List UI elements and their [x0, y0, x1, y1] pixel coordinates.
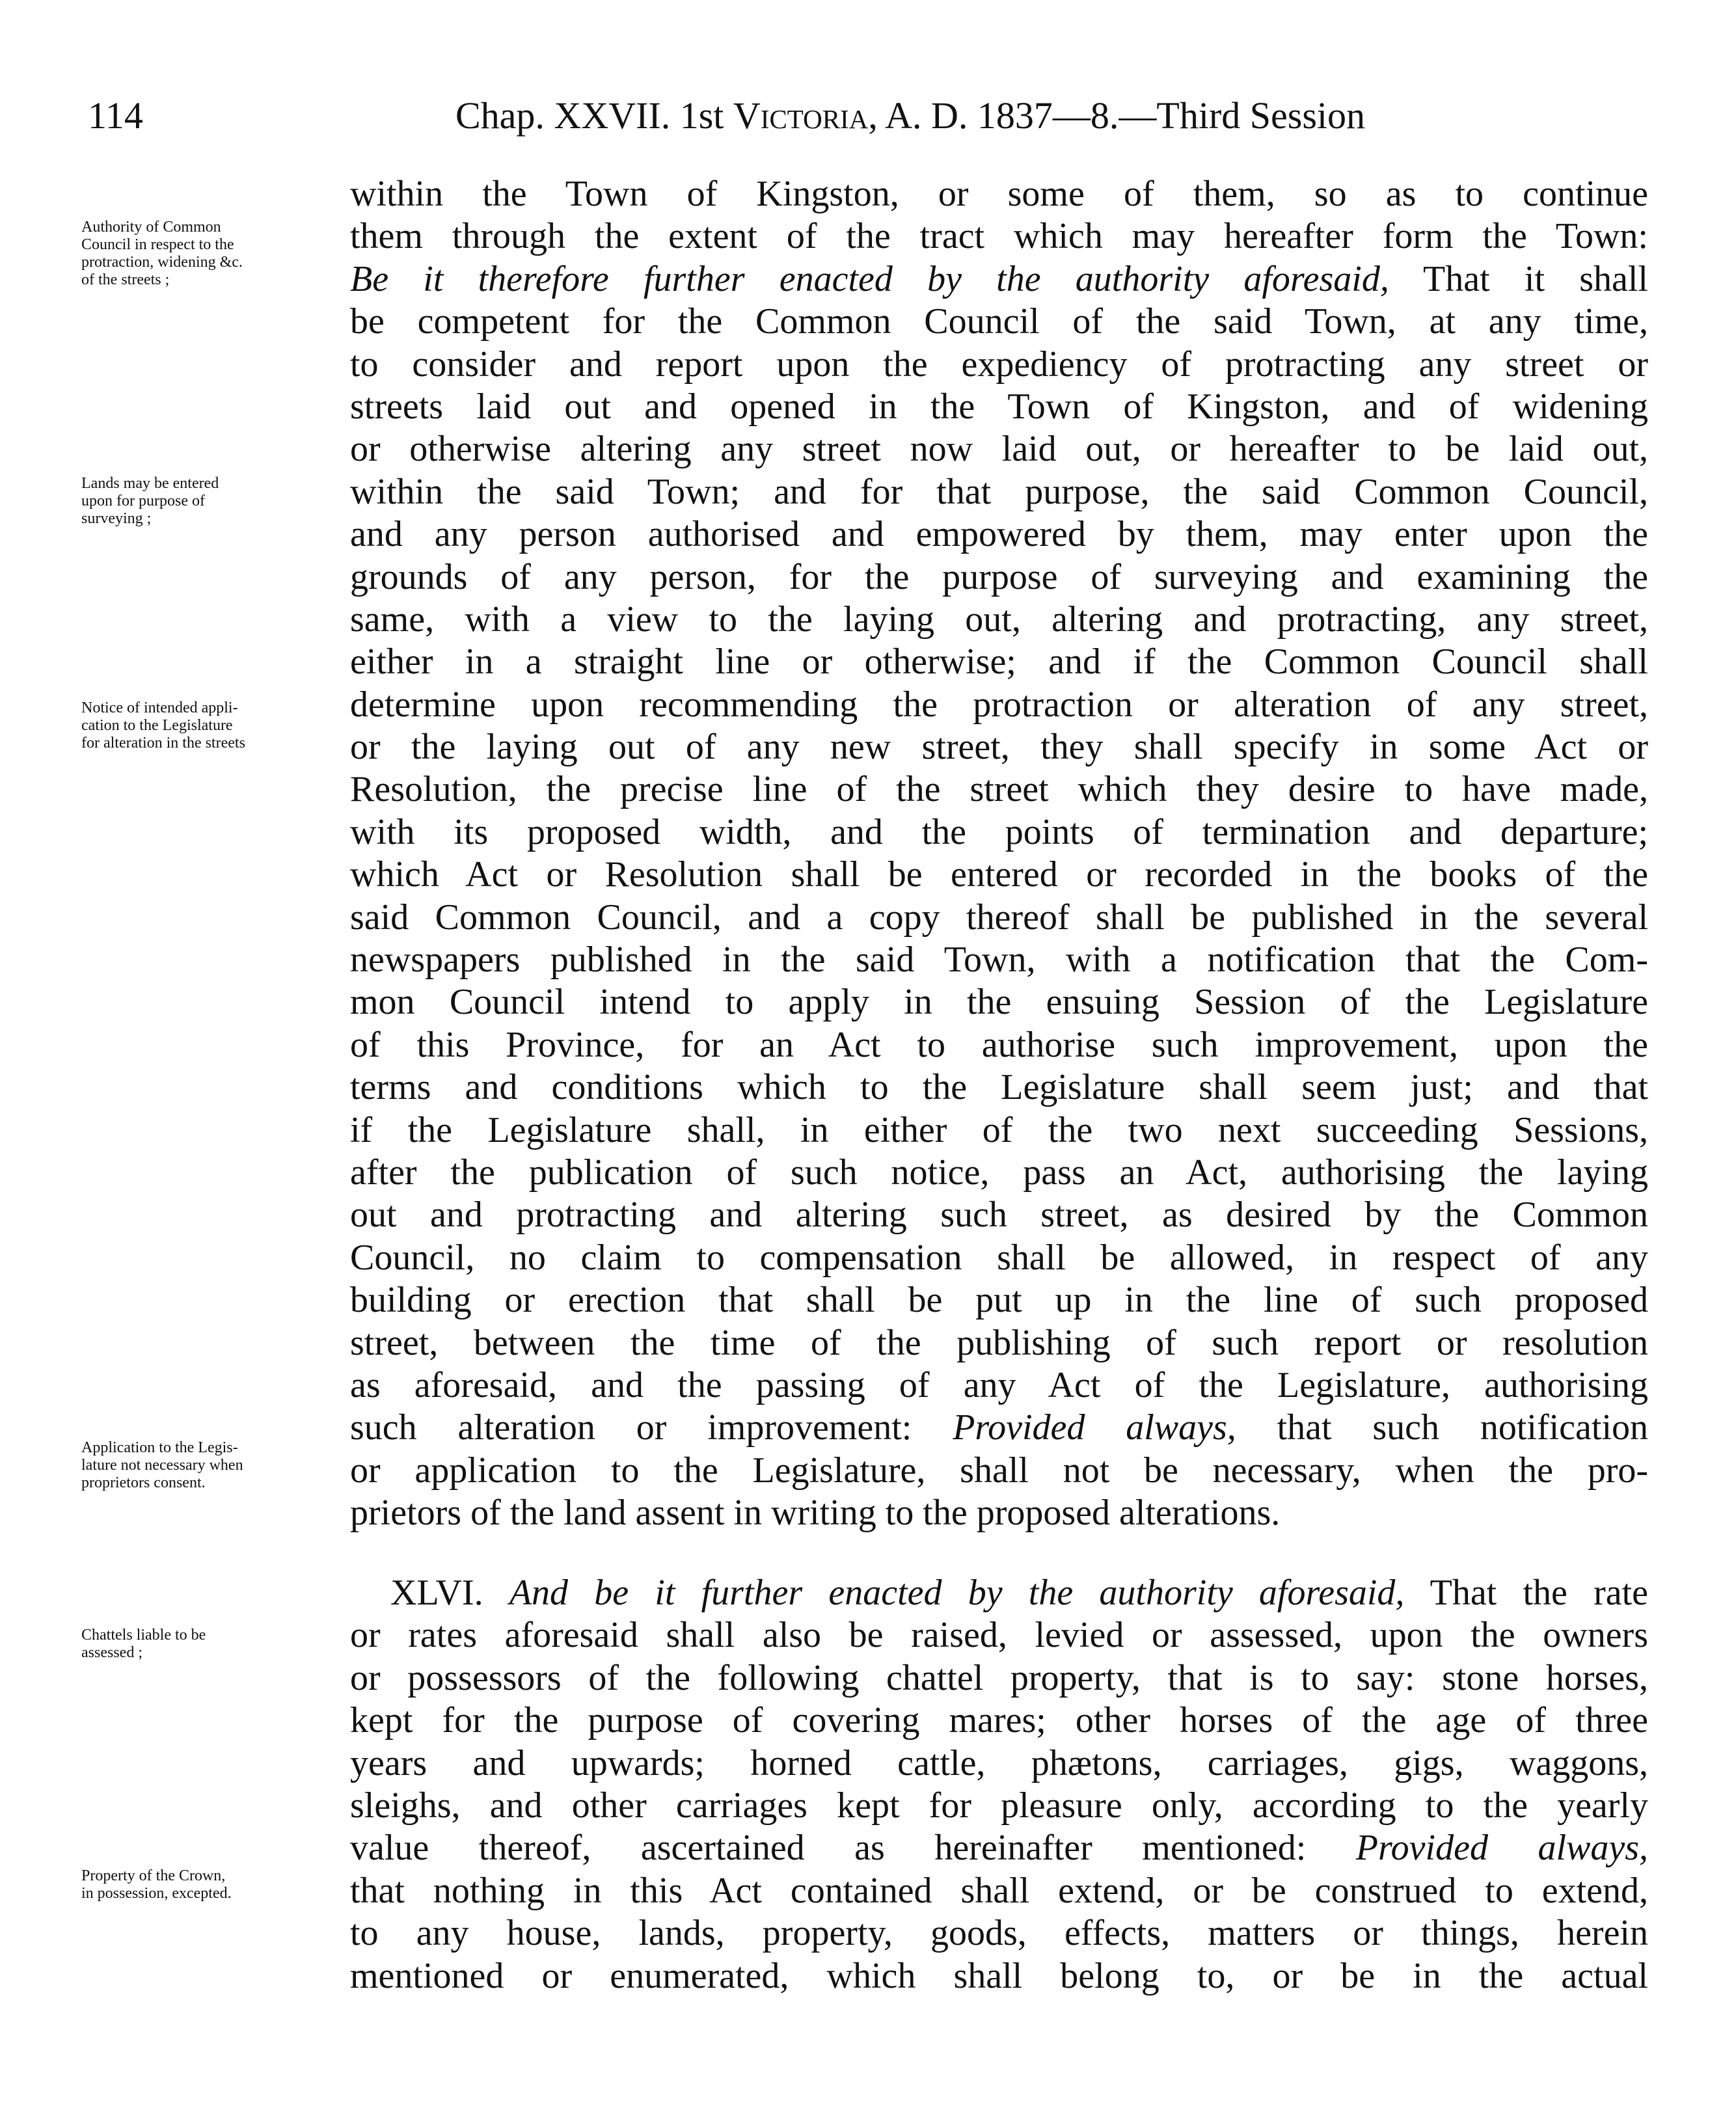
running-header — [88, 90, 1539, 142]
section-46-text: XLVI. And be it further enacted by the authority aforesaid, That the rate or rates aforesaid shall also be raised, levied or assessed, upon the owners or possessors of the following chattel property, that is to say: stone horses, kept for the purpose of covering mares; other horses of the age of three years and upwards; horned cattle, phætons, carriages, gigs, waggons, sleighs, and other carriages kept for pleasure only, according to the yearly value thereof, ascertained as hereinafter mentioned: Provided always, that nothing in this Act contained shall extend, or be construed to extend, to any house, lands, property, goods, effects, matters or things, herein mentioned or enumerated, which shall belong to, or be in the actual — [350, 1573, 1648, 1996]
section-number: XLVI. — [390, 1573, 509, 1613]
marginal-note: Chattels liable to be assessed ; — [81, 1627, 206, 1661]
page-number: 114 — [88, 94, 143, 137]
marginal-note: Authority of Common Council in respect to the protraction, widening &c. of the streets ; — [81, 219, 243, 288]
marginal-note: Application to the Legis- lature not necessary when proprietors consent. — [81, 1439, 243, 1491]
marginal-note: Notice of intended appli- cation to the Legislature for alteration in the streets — [81, 699, 245, 751]
section-45-text: within the Town of Kingston, or some of them, so as to continue them through the extent of the tract which may hereafter form the Town: Be it therefore further enacted by the authority aforesaid, That it shall be competent for the Common Council of the said Town, at any time, to consider and report upon the expediency of protracting any street or streets laid out and opened in the Town of Kingston, and of widening or otherwise altering any street now laid out, or hereafter to be laid out, within the said Town; and for that purpose, the said Common Council, and any person authorised and empowered by them, may enter upon the grounds of any person, for the purpose of surveying and examining the same, with a view to the laying out, altering and protracting, any street, either in a straight line or otherwise; and if the Common Council shall determine upon recommending the protraction or alteration of any street, or the laying out of any new street, they shall specify in some Act or Resolution, the precise line of the street which they desire to have made, with its proposed width, and the points of termination and departure; which Act or Resolution shall be entered or recorded in the books of the said Common Council, and a copy thereof shall be published in the several newspapers published in the said Town, with a notification that the Com- mon Council intend to apply in the ensuing Session of the Legislature of this Province, for an Act to authorise such improvement, upon the terms and conditions which to the Legislature shall seem just; and that if the Legislature shall, in either of the two next succeeding Sessions, after the publication of such notice, pass an Act, authorising the laying out and protracting and altering such street, as desired by the Common Council, no claim to compensation shall be allowed, in respect of any building or erection that shall be put up in the line of such proposed street, between the time of the publishing of such report or resolution as aforesaid, and the passing of any Act of the Legislature, authorising such alteration or improvement: Provided always, that such notification or application to the Legislature, shall not be necessary, when the pro- prietors of the land assent in writing to the proposed alterations. — [350, 174, 1648, 1534]
running-head-title: Chap. XXVII. 1st Victoria, A. D. 1837—8.—Third Session — [455, 94, 1366, 137]
marginal-note: Lands may be entered upon for purpose of surveying ; — [81, 475, 219, 527]
marginal-note: Property of the Crown, in possession, excepted. — [81, 1867, 232, 1902]
